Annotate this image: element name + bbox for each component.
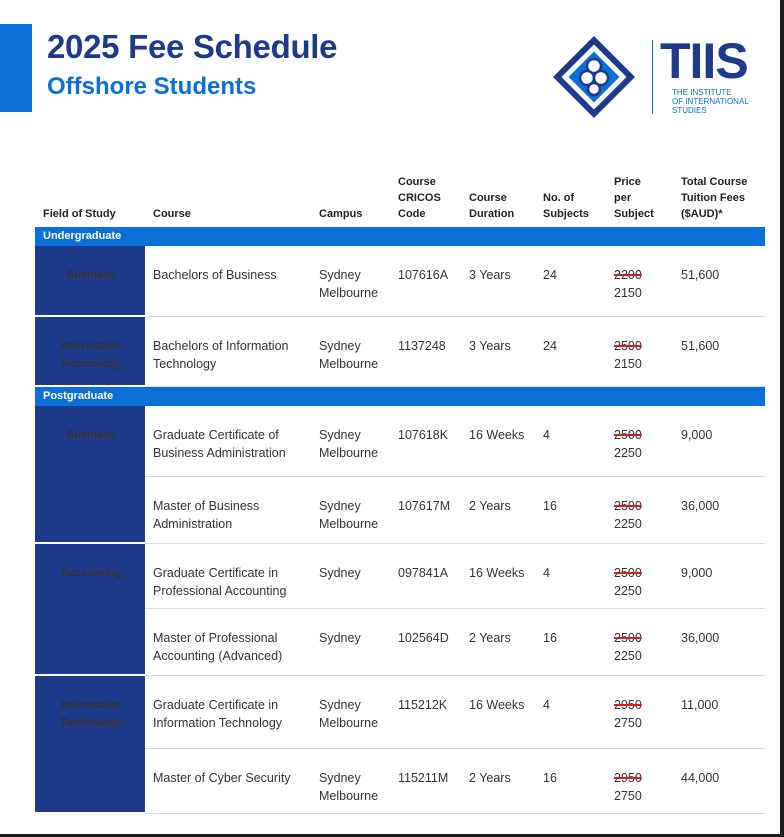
duration: 16 Weeks bbox=[461, 543, 535, 608]
left-accent-bar bbox=[0, 24, 32, 112]
table-row bbox=[35, 316, 765, 386]
old-price: 2500 bbox=[614, 498, 642, 513]
cricos-code: 107618K bbox=[390, 406, 461, 476]
campus-name: Sydney bbox=[319, 428, 361, 442]
table-header-row bbox=[35, 174, 765, 227]
campus bbox=[311, 476, 390, 543]
campus bbox=[311, 406, 390, 476]
cricos-code: 115212K bbox=[390, 675, 461, 748]
course-name: Master of Business Administration bbox=[145, 476, 311, 543]
new-price: 2750 bbox=[614, 788, 642, 803]
subject-count: 16 bbox=[535, 476, 606, 543]
total-fees: 11,000 bbox=[673, 675, 765, 748]
field-of-study: Business bbox=[35, 246, 145, 316]
course-name: Master of Professional Accounting (Advanced) bbox=[145, 608, 311, 675]
subject-count: 16 bbox=[535, 608, 606, 675]
price-per-subject bbox=[606, 316, 673, 386]
campus bbox=[311, 316, 390, 386]
campus bbox=[311, 246, 390, 316]
cricos-code: 107617M bbox=[390, 476, 461, 543]
campus-name: Sydney bbox=[319, 697, 361, 712]
old-price: 2950 bbox=[614, 697, 642, 712]
page-title: 2025 Fee Schedule bbox=[47, 28, 338, 65]
logo-tagline: THE INSTITUTE OF INTERNATIONAL STUDIES bbox=[672, 88, 749, 115]
campus bbox=[311, 543, 390, 608]
fee-table bbox=[35, 174, 765, 814]
cricos-code: 1137248 bbox=[390, 316, 461, 386]
campus-name: Melbourne bbox=[319, 446, 379, 460]
campus-name: Sydney bbox=[319, 630, 361, 645]
old-price: 2500 bbox=[614, 338, 642, 353]
table-row bbox=[35, 608, 765, 675]
table-row bbox=[35, 748, 765, 813]
subject-count: 24 bbox=[535, 316, 606, 386]
course-name: Graduate Certificate of Business Administration bbox=[145, 406, 311, 476]
col-subjects: No. of Subjects bbox=[543, 192, 589, 220]
duration: 3 Years bbox=[461, 246, 535, 316]
duration: 2 Years bbox=[461, 476, 535, 543]
price-per-subject bbox=[606, 543, 673, 608]
campus-name: Melbourne bbox=[319, 356, 379, 371]
duration: 3 Years bbox=[461, 316, 535, 386]
total-fees: 44,000 bbox=[673, 748, 765, 813]
section-header bbox=[35, 227, 765, 246]
course-name: Bachelors of Business bbox=[145, 246, 311, 316]
table-row bbox=[35, 246, 765, 316]
new-price: 2750 bbox=[614, 715, 642, 730]
new-price: 2250 bbox=[614, 516, 642, 531]
campus-name: Sydney bbox=[319, 770, 361, 785]
table-row bbox=[35, 406, 765, 476]
new-price: 2250 bbox=[614, 583, 642, 598]
course-name: Graduate Certificate in Professional Accounting bbox=[145, 543, 311, 608]
section-label: Postgraduate bbox=[35, 386, 765, 406]
cricos-code: 115211M bbox=[390, 748, 461, 813]
table-row bbox=[35, 476, 765, 543]
logo-wordmark: TIIS bbox=[660, 33, 748, 89]
campus-name: Sydney bbox=[319, 565, 361, 580]
subject-count: 16 bbox=[535, 748, 606, 813]
new-price: 2250 bbox=[614, 446, 642, 460]
cricos-code: 097841A bbox=[390, 543, 461, 608]
tiis-logo-icon bbox=[550, 34, 650, 120]
course-name: Graduate Certificate in Information Technology bbox=[145, 675, 311, 748]
price-per-subject bbox=[606, 608, 673, 675]
price-per-subject bbox=[606, 748, 673, 813]
course-name: Master of Cyber Security bbox=[145, 748, 311, 813]
old-price: 2500 bbox=[614, 630, 642, 645]
subject-count: 4 bbox=[535, 406, 606, 476]
campus-name: Sydney bbox=[319, 498, 361, 513]
price-per-subject bbox=[606, 406, 673, 476]
table-row bbox=[35, 675, 765, 748]
price-per-subject bbox=[606, 476, 673, 543]
cricos-code: 102564D bbox=[390, 608, 461, 675]
field-of-study: Information Technology bbox=[35, 675, 145, 813]
duration: 16 Weeks bbox=[461, 406, 535, 476]
subject-count: 4 bbox=[535, 675, 606, 748]
total-fees: 9,000 bbox=[673, 543, 765, 608]
old-price: 2500 bbox=[614, 428, 642, 442]
campus bbox=[311, 608, 390, 675]
total-fees: 36,000 bbox=[673, 476, 765, 543]
field-of-study: Information Technology bbox=[35, 316, 145, 386]
price-per-subject bbox=[606, 246, 673, 316]
old-price: 2200 bbox=[614, 268, 642, 282]
subject-count: 4 bbox=[535, 543, 606, 608]
duration: 2 Years bbox=[461, 748, 535, 813]
col-field: Field of Study bbox=[43, 208, 116, 220]
duration: 2 Years bbox=[461, 608, 535, 675]
campus-name: Sydney bbox=[319, 268, 361, 282]
new-price: 2150 bbox=[614, 356, 642, 371]
old-price: 2500 bbox=[614, 565, 642, 580]
old-price: 2950 bbox=[614, 770, 642, 785]
campus-name: Melbourne bbox=[319, 286, 379, 300]
col-total: Total Course Tuition Fees ($AUD)* bbox=[681, 176, 748, 220]
campus-name: Sydney bbox=[319, 338, 361, 353]
new-price: 2150 bbox=[614, 286, 642, 300]
campus-name: Melbourne bbox=[319, 715, 379, 730]
total-fees: 36,000 bbox=[673, 608, 765, 675]
price-per-subject bbox=[606, 675, 673, 748]
cricos-code: 107616A bbox=[390, 246, 461, 316]
campus-name: Melbourne bbox=[319, 516, 379, 531]
section-header bbox=[35, 386, 765, 406]
col-course: Course bbox=[153, 208, 191, 220]
field-of-study: Accounting bbox=[35, 543, 145, 675]
col-campus: Campus bbox=[319, 208, 363, 220]
course-name: Bachelors of Information Technology bbox=[145, 316, 311, 386]
duration: 16 Weeks bbox=[461, 675, 535, 748]
campus-name: Melbourne bbox=[319, 788, 379, 803]
total-fees: 51,600 bbox=[673, 316, 765, 386]
col-price: Price per Subject bbox=[614, 176, 654, 220]
section-label: Undergraduate bbox=[35, 227, 765, 246]
campus bbox=[311, 675, 390, 748]
total-fees: 51,600 bbox=[673, 246, 765, 316]
logo-divider bbox=[652, 40, 653, 114]
total-fees: 9,000 bbox=[673, 406, 765, 476]
page-subtitle: Offshore Students bbox=[47, 73, 257, 100]
campus bbox=[311, 748, 390, 813]
field-of-study: Business bbox=[35, 406, 145, 543]
col-cricos: Course CRICOS Code bbox=[398, 176, 441, 220]
col-duration: Course Duration bbox=[469, 192, 515, 220]
new-price: 2250 bbox=[614, 648, 642, 663]
table-row bbox=[35, 543, 765, 608]
page-edge bbox=[780, 0, 784, 837]
subject-count: 24 bbox=[535, 246, 606, 316]
